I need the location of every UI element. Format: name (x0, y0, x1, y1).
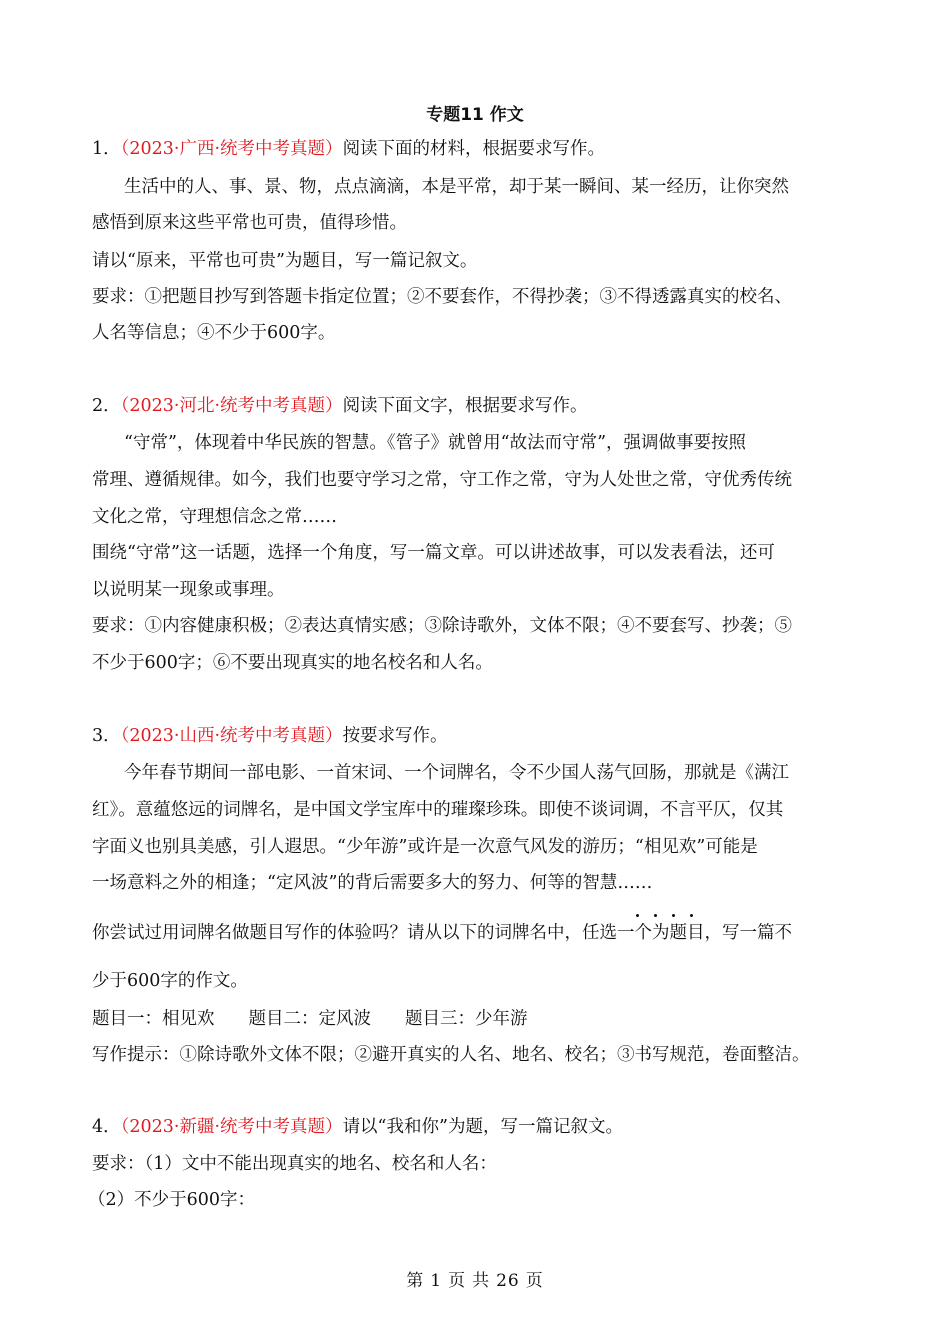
question-number: 1． (92, 139, 121, 159)
q3-material-line: 一场意料之外的相逢；“定风波”的背后需要多大的努力、何等的智慧…… (92, 873, 653, 893)
emphasis-dots (636, 912, 696, 922)
q1-material-line: 感悟到原来这些平常也可贵，值得珍惜。 (92, 213, 407, 233)
question-2-header (92, 395, 862, 417)
question-prompt: 阅读下面文字，根据要求写作。 (342, 396, 588, 416)
q3-topic-options (92, 1008, 862, 1030)
question-prompt: 按要求写作。 (342, 726, 448, 746)
question-source: （2023·河北·统考中考真题） (120, 396, 343, 416)
q2-task-line: 以说明某一现象或事理。 (92, 580, 285, 600)
q4-requirement-line: （2）不少于600字： (88, 1190, 256, 1210)
footer-total-unit: 页 (525, 1271, 544, 1291)
q1-requirement-line: 要求：①把题目抄写到答题卡指定位置；②不要套作，不得抄袭；③不得透露真实的校名、 (92, 287, 792, 307)
emphasis-dot (690, 914, 693, 917)
page-footer (0, 1266, 950, 1291)
question-prompt: 阅读下面的材料，根据要求写作。 (342, 139, 606, 159)
q1-task: 请以“原来，平常也可贵”为题目，写一篇记叙文。 (92, 251, 478, 271)
q3-material-line: 字面义也别具美感，引人遐思。“少年游”或许是一次意气风发的游历；“相见欢”可能是 (92, 837, 758, 857)
question-number: 3． (92, 726, 121, 746)
emphasis-dot (654, 914, 657, 917)
question-source: （2023·山西·统考中考真题） (120, 726, 343, 746)
footer-total-number: 26 (496, 1271, 520, 1291)
q2-material-line: 文化之常，守理想信念之常…… (92, 507, 337, 527)
footer-total-label: 共 (472, 1271, 491, 1291)
q3-writing-tips: 写作提示：①除诗歌外文体不限；②避开真实的人名、地名、校名；③书写规范，卷面整洁。 (92, 1045, 810, 1065)
q1-requirement-line: 人名等信息；④不少于600字。 (92, 323, 336, 343)
q1-material-line: 生活中的人、事、景、物，点点滴滴，本是平常，却于某一瞬间、某一经历，让你突然 (124, 177, 789, 197)
question-1-header (92, 138, 862, 160)
question-prompt: 请以“我和你”为题，写一篇记叙文。 (342, 1117, 623, 1137)
question-3-header (92, 725, 862, 747)
question-4-header (92, 1116, 862, 1138)
q2-task-line: 围绕“守常”这一话题，选择一个角度，写一篇文章。可以讲述故事，可以发表看法，还可 (92, 543, 775, 563)
footer-page-label: 第 (406, 1271, 425, 1291)
emphasis-dot (672, 914, 675, 917)
question-source: （2023·新疆·统考中考真题） (120, 1117, 343, 1137)
footer-page-unit: 页 (448, 1271, 467, 1291)
question-number: 4． (92, 1117, 121, 1137)
q2-requirement-line: 要求：①内容健康积极；②表达真情实感；③除诗歌外，文体不限；④不要套写、抄袭；⑤ (92, 616, 792, 636)
q3-task-line: 你尝试过用词牌名做题目写作的体验吗？请从以下的词牌名中，任选一个为题目，写一篇不 (92, 923, 792, 943)
question-number: 2． (92, 396, 121, 416)
footer-page-number: 1 (430, 1271, 443, 1291)
emphasis-dot (636, 914, 639, 917)
topic-option: 题目一：相见欢 (92, 1009, 215, 1029)
q2-material-line: “守常”，体现着中华民族的智慧。《管子》就曾用“故法而守常”，强调做事要按照 (124, 433, 747, 453)
q4-requirement-line: 要求：（1）文中不能出现真实的地名、校名和人名： (92, 1154, 497, 1174)
page-title: 专题11 作文 (426, 105, 524, 125)
q2-requirement-line: 不少于600字；⑥不要出现真实的地名校名和人名。 (92, 653, 493, 673)
question-source: （2023·广西·统考中考真题） (120, 139, 343, 159)
topic-option: 题目三：少年游 (405, 1009, 528, 1029)
topic-option: 题目二：定风波 (248, 1009, 371, 1029)
q2-material-line: 常理、遵循规律。如今，我们也要守学习之常，守工作之常，守为人处世之常，守优秀传统 (92, 470, 792, 490)
q3-task-line: 少于600字的作文。 (92, 971, 248, 991)
q3-material-line: 红》。意蕴悠远的词牌名，是中国文学宝库中的璀璨珍珠。即使不谈词调，不言平仄，仅其 (92, 800, 784, 820)
q3-material-line: 今年春节期间一部电影、一首宋词、一个词牌名，令不少国人荡气回肠，那就是《满江 (124, 763, 789, 783)
